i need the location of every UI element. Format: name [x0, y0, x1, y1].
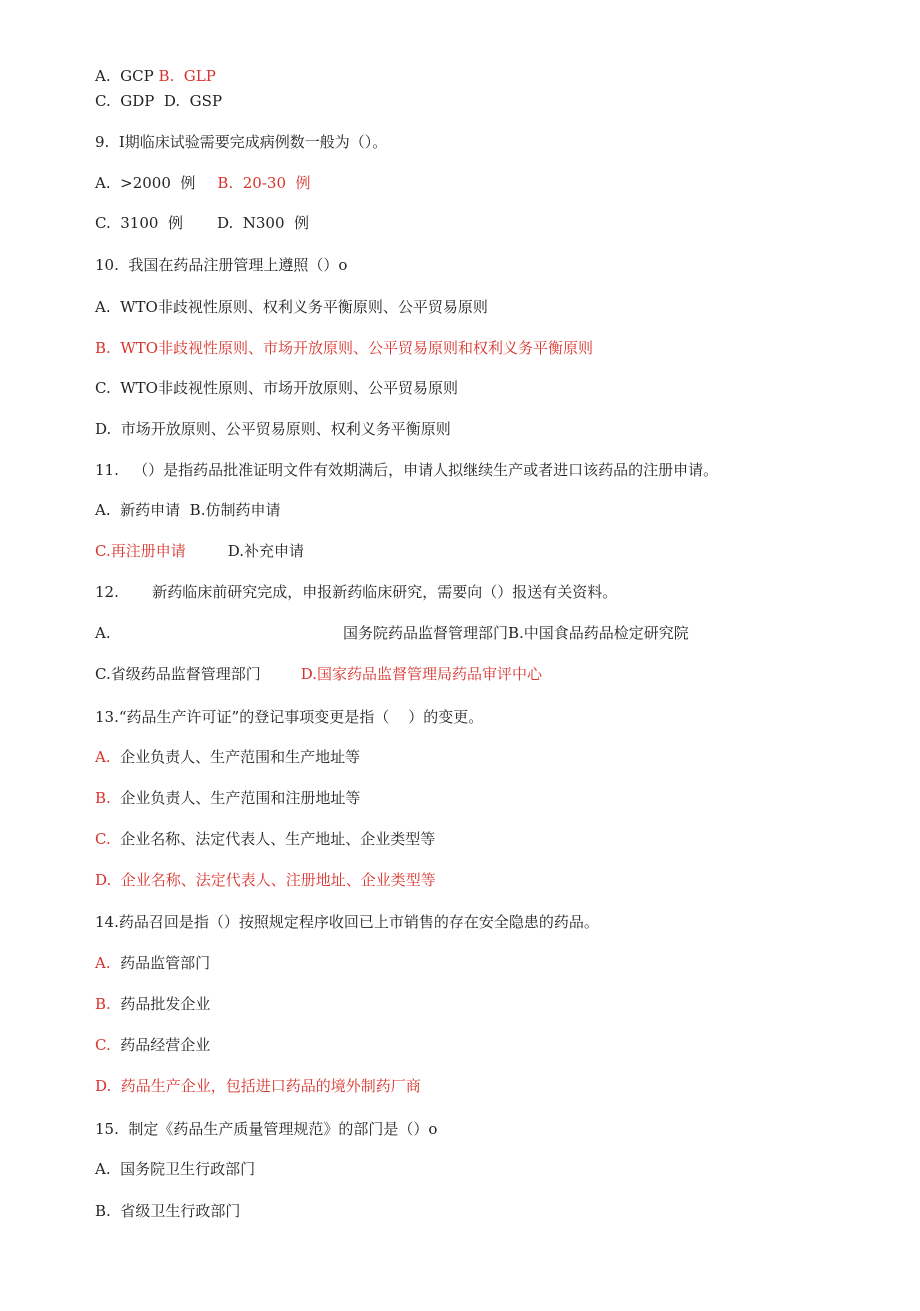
option-b [95, 788, 360, 808]
option-a [95, 953, 210, 973]
option-d: D. 市场开放原则、公平贸易原则、权利义务平衡原则 [95, 420, 451, 438]
option-letter: A. [95, 748, 111, 766]
option-a [95, 747, 360, 767]
option-c [95, 829, 435, 849]
option-letter: C. [95, 830, 111, 848]
option-line [95, 66, 216, 86]
option-line: A. 新药申请 B.仿制药申请 [95, 501, 281, 519]
option-text: 药品监管部门 [120, 954, 211, 972]
option-text: 药品批发企业 [120, 995, 211, 1013]
answer-option-d: D.国家药品监督管理局药品审评中心 [300, 665, 542, 683]
option-a: A. WTO非歧视性原则、权利义务平衡原则、公平贸易原则 [95, 298, 488, 316]
option-d: D.补充申请 [227, 542, 304, 560]
option-line: C. GDP D. GSP [95, 92, 223, 110]
answer-option-d: D. 药品生产企业，包括进口药品的境外制药厂商 [95, 1077, 421, 1095]
option-c [95, 1035, 210, 1055]
option-a-label: A. [95, 624, 111, 642]
question-14: 14.药品召回是指（）按照规定程序收回已上市销售的存在安全隐患的药品。 [95, 913, 599, 931]
option-c: C. 3100 例 [95, 214, 183, 232]
question-9: 9. I期临床试验需要完成病例数一般为（）。 [95, 133, 388, 151]
option-d: D. N300 例 [216, 214, 310, 232]
option-text: 药品经营企业 [120, 1036, 211, 1054]
option-letter: B. [95, 789, 111, 807]
question-11: 11. （）是指药品批准证明文件有效期满后，申请人拟继续生产或者进口该药品的注册申请。 [95, 461, 719, 479]
option-b [95, 994, 210, 1014]
question-12: 12. 新药临床前研究完成，申报新药临床研究，需要向（）报送有关资料。 [95, 583, 618, 601]
option-letter: B. [95, 995, 111, 1013]
option-text: 企业名称、法定代表人、生产地址、企业类型等 [120, 830, 436, 848]
question-10: 10. 我国在药品注册管理上遵照（）o [95, 256, 348, 274]
answer-option-b-glp: B. GLP [158, 67, 216, 85]
option-a-gcp: A. GCP [95, 67, 159, 85]
option-letter: A. [95, 954, 111, 972]
option-line: 国务院药品监督管理部门B.中国食品药品检定研究院 [343, 624, 689, 642]
option-b: B. 省级卫生行政部门 [95, 1202, 241, 1220]
option-text: 企业负责人、生产范围和注册地址等 [120, 789, 361, 807]
option-line [95, 173, 311, 193]
option-line [95, 213, 309, 233]
answer-option-d: D. 企业名称、法定代表人、注册地址、企业类型等 [95, 871, 436, 889]
option-c: C. WTO非歧视性原则、市场开放原则、公平贸易原则 [95, 379, 458, 397]
option-text: 企业负责人、生产范围和生产地址等 [120, 748, 361, 766]
option-line [95, 541, 304, 561]
option-a: A. 国务院卫生行政部门 [95, 1160, 256, 1178]
option-a: A. >2000 例 [95, 174, 196, 192]
answer-option-b: B. 20-30 例 [217, 174, 311, 192]
option-line [95, 664, 542, 684]
answer-option-c: C.再注册申请 [95, 542, 186, 560]
question-15: 15. 制定《药品生产质量管理规范》的部门是（）o [95, 1120, 438, 1138]
question-13: 13.“药品生产许可证”的登记事项变更是指（ ）的变更。 [95, 708, 484, 726]
option-c: C.省级药品监督管理部门 [95, 665, 261, 683]
answer-option-b: B. WTO非歧视性原则、市场开放原则、公平贸易原则和权利义务平衡原则 [95, 339, 594, 357]
option-letter: C. [95, 1036, 111, 1054]
